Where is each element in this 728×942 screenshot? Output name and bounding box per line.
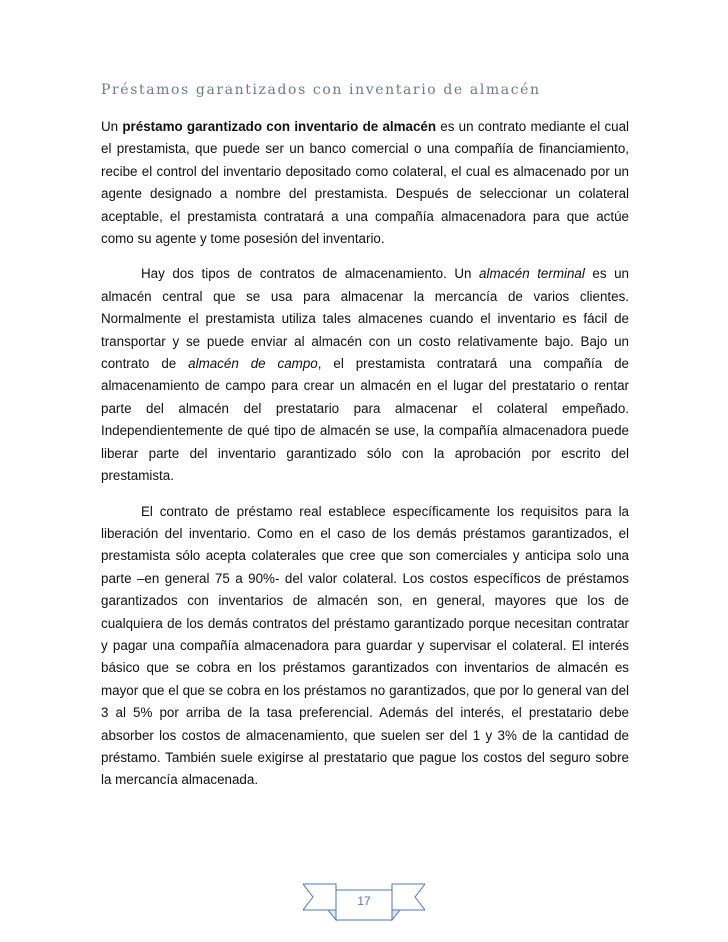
p2-italic-term-1: almacén terminal xyxy=(479,266,585,282)
p2-italic-term-2: almacén de campo xyxy=(188,356,318,372)
p1-lead: Un xyxy=(101,119,123,134)
section-heading: Préstamos garantizados con inventario de almacén xyxy=(101,82,541,98)
p1-bold-term: préstamo garantizado con inventario de almacén xyxy=(122,119,437,134)
p2-part3: , el prestamista contratará una compañía de almacenamiento de campo para crear un almacén en el lugar del prestatario o rentar parte del almacén del prestatario para almacenar el colateral empeñado. Independientemente de qué tipo de almacén se use, la compañía almacenadora puede liberar parte del inventario garantizado sólo con la aprobación por escrito del prestamista. xyxy=(101,356,629,484)
paragraph-3: El contrato de préstamo real establece específicamente los requisitos para la liberación del inventario. Como en el caso de los demás préstamos garantizados, el prestamista sólo acepta colaterales que cree que son comerciales y anticipa solo una parte –en general 75 a 90%- del valor colateral. Los costos específicos de préstamos garantizados con inventarios de almacén son, en general, mayores que los de cualquiera de los demás contratos del préstamo garantizado porque necesitan contratar y pagar una compañía almacenadora para guardar y supervisar el colateral. El interés básico que se cobra en los préstamos garantizados con inventarios de almacén es mayor que el que se cobra en los préstamos no garantizados, que por lo general van del 3 al 5% por arriba de la tasa preferencial. Además del interés, el prestatario debe absorber los costos de almacenamiento, que suelen ser del 1 y 3% de la cantidad de préstamo. También suele exigirse al prestatario que pague los costos del seguro sobre la mercancía almacenada. xyxy=(101,503,629,788)
p1-rest: es un contrato mediante el cual el prestamista, que puede ser un banco comercial o una compañía de financiamiento, recibe el control del inventario depositado como colateral, el cual es almacenado por un agente designado a nombre del prestamista. Después de seleccionar un colateral aceptable, el prestamista contratará a una compañía almacenadora para que actúe como su agente y tome posesión del inventario. xyxy=(101,119,630,247)
p2-part2: es un almacén central que se usa para almacenar la mercancía de varios clientes. Normalmente el prestamista utiliza tales almacenes cuando el inventario es fácil de transportar y se puede enviar al almacén con un costo relativamente bajo. Bajo un contrato de xyxy=(101,266,629,372)
p2-part1: Hay dos tipos de contratos de almacenamiento. Un xyxy=(141,266,480,282)
paragraph-1 xyxy=(101,116,629,250)
body-text xyxy=(101,116,629,805)
page-number: 17 xyxy=(357,894,371,908)
paragraph-2 xyxy=(101,263,629,487)
